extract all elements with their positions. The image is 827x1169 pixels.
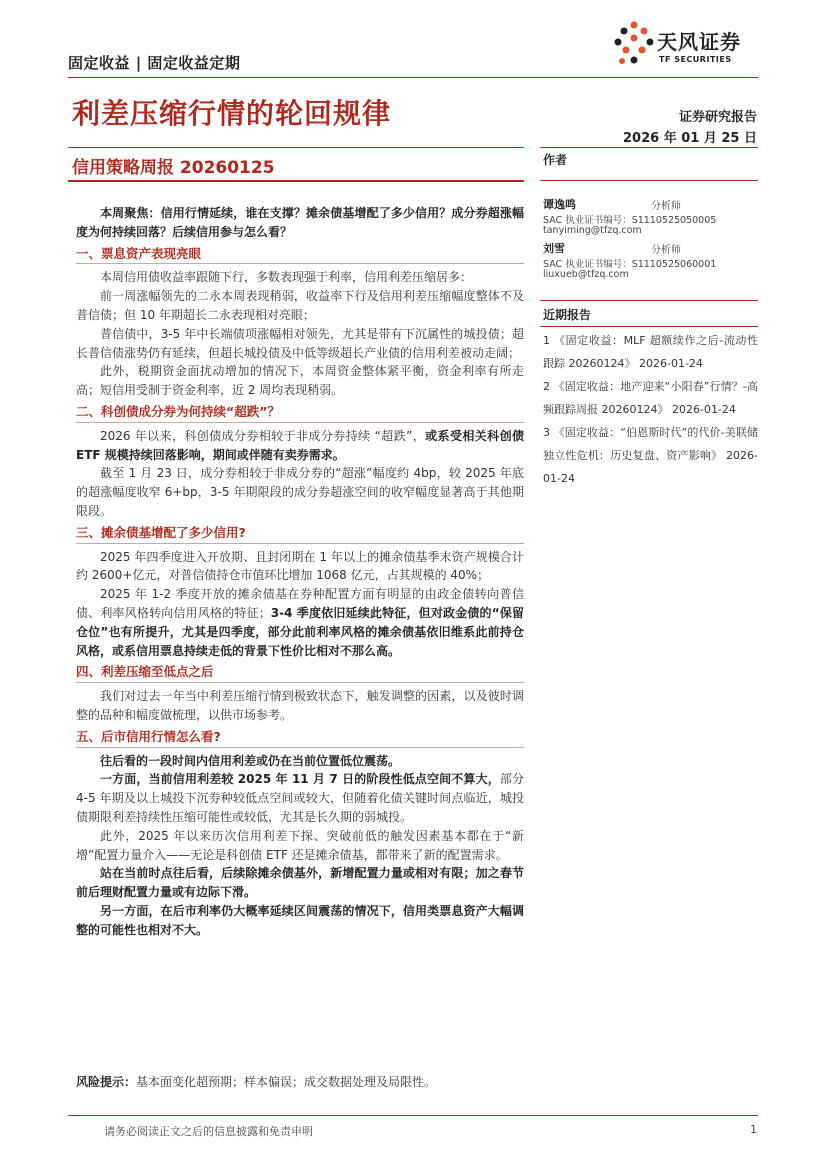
brand-name-cn: 天风证券 <box>657 30 741 54</box>
paragraph: 此外，税期资金面扰动增加的情况下，本周资金整体紧平衡，资金利率有所走高；短信用受制于资金利率，近 2 周均表现稍弱。 <box>76 364 524 398</box>
focus-summary: 本周聚焦：信用行情延续，谁在支撑？摊余债基增配了多少信用？成分券超涨幅度为何持续回落？后续信用参与怎么看？ <box>76 206 524 239</box>
recent-reports-list <box>543 329 758 490</box>
paragraph <box>76 770 524 826</box>
page-number: 1 <box>750 1123 757 1136</box>
analyst-name: 刘雪 <box>543 242 565 255</box>
paragraph: 截至 1 月 23 日，成分券相较于非成分券的“超涨”幅度约 4bp，较 2025 年底的超涨幅度收窄 6+bp，3-5 年期限段的成分券超涨空间的收窄幅度显著高于其他期限段。 <box>76 466 524 518</box>
recent-report-item[interactable]: 3 《固定收益：“伯恩斯时代”的代价-美联储独立性危机：历史复盘、资产影响》 2026-01-24 <box>543 426 758 485</box>
paragraph-emphasis: 往后看的一段时间内信用利差或仍在当前位置低位震荡。 <box>100 753 401 768</box>
paragraph-emphasis: 一方面，当前信用利差较 2025 年 11 月 7 日的阶段性低点空间不算大， <box>100 772 500 787</box>
report-title: 利差压缩行情的轮回规律 <box>72 97 392 130</box>
paragraph: 前一周涨幅领先的二永本周表现稍弱，收益率下行及信用利差压缩幅度整体不及普信债；但 10 年期超长二永表现相对亮眼； <box>76 289 524 322</box>
sidebar-rule-recent <box>540 326 758 327</box>
paragraph <box>76 427 524 465</box>
analyst-name: 谭逸鸣 <box>543 198 576 211</box>
footer-rule <box>68 1115 758 1116</box>
footer-disclaimer: 请务必阅读正文之后的信息披露和免责申明 <box>104 1125 313 1138</box>
recent-report-item[interactable]: 2 《固定收益：地产迎来“小阳春”行情？-高频跟踪周报 20260124》 2026-01-24 <box>543 380 758 416</box>
paragraph-text: 2025 年 1-2 季度开放的摊余债基在券种配置方面有明显的由政金债转向普信债、利率风格转向信用风格的特征； <box>76 587 524 620</box>
section-heading-3: 三、摊余债基增配了多少信用? <box>76 521 524 544</box>
risk-text: 基本面变化超预期；样本偏误；成交数据处理及局限性。 <box>136 1075 437 1089</box>
title-rule <box>68 147 524 148</box>
sidebar-rule-top <box>540 147 758 148</box>
paragraph-text: 部分 4-5 年期及以上城投下沉券种较低点空间或较大，但随着化债关键时间点临近，城投债期限利差持续性压缩可能性或较低，尤其是长久期的弱城投。 <box>76 772 524 824</box>
risk-label: 风险提示： <box>76 1075 137 1089</box>
section-heading-1: 一、票息资产表现亮眼 <box>76 242 524 265</box>
paragraph: 我们对过去一年当中利差压缩行情到极致状态下，触发调整的因素，以及彼时调整的品种和幅度做梳理，以供市场参考。 <box>76 689 524 722</box>
section-heading-5: 五、后市信用行情怎么看? <box>76 725 524 748</box>
sidebar-rule-author <box>540 180 758 181</box>
report-body <box>76 204 524 939</box>
paragraph-emphasis: 或系受相关科创债 ETF 规模持续回落影响，期间或伴随有卖券需求。 <box>76 428 524 462</box>
analyst-email[interactable]: liuxueb@tfzq.com <box>543 269 629 280</box>
author-heading: 作者 <box>543 153 568 167</box>
paragraph: 此外，2025 年以来历次信用利差下探、突破前低的触发因素基本都在于“新增”配置力量介入——无论是科创债 ETF 还是摊余债基，都带来了新的配置需求。 <box>76 828 524 862</box>
paragraph-text: 2026 年以来，科创债成分券相较于非成分券持续 “超跌”， <box>100 428 426 443</box>
analyst-cert: SAC 执业证书编号：S1110525050005 <box>543 215 717 226</box>
report-subtitle: 信用策略周报 20260125 <box>72 158 275 178</box>
paragraph <box>76 585 524 660</box>
report-date: 2026 年 01 月 25 日 <box>623 131 757 146</box>
analyst-cert: SAC 执业证书编号：S1110525060001 <box>543 259 717 270</box>
brand-logo <box>612 20 762 72</box>
paragraph-emphasis: 3-4 季度依旧延续此特征，但对政金债的“保留仓位”也有所提升，尤其是四季度，部分此前利率风格的摊余债基依旧维系此前持仓风格，或系信用票息持续走低的背景下性价比相对不那么高。 <box>76 605 524 658</box>
subtitle-rule <box>68 180 524 182</box>
report-category: 固定收益 | 固定收益定期 <box>68 54 241 72</box>
paragraph: 普信债中，3-5 年中长端债项涨幅相对领先，尤其是带有下沉属性的城投债；超长普信债涨势仍有延续，但超长城投债及中低等级超长产业债的信用利差被动走阔； <box>76 326 524 360</box>
report-type: 证券研究报告 <box>678 110 757 125</box>
paragraph-emphasis: 站在当前时点往后看，后续除摊余债基外，新增配置力量或相对有限；加之春节前后理财配置力量或有边际下滑。 <box>76 866 524 900</box>
tf-logo-icon <box>612 20 656 68</box>
paragraph: 本周信用债收益率跟随下行，多数表现强于利率，信用利差压缩居多： <box>100 270 473 285</box>
brand-name-en: TF SECURITIES <box>659 55 732 64</box>
analyst-role: 分析师 <box>651 245 681 256</box>
analyst-email[interactable]: tanyiming@tfzq.com <box>543 225 642 236</box>
recent-reports-heading: 近期报告 <box>543 308 592 322</box>
sidebar-rule-recent-top <box>540 300 758 301</box>
analyst-role: 分析师 <box>651 201 681 212</box>
paragraph-emphasis: 另一方面，在后市利率仍大概率延续区间震荡的情况下，信用类票息资产大幅调整的可能性也相对不大。 <box>76 903 524 937</box>
paragraph: 2025 年四季度进入开放期、且封闭期在 1 年以上的摊余债基季末资产规模合计约 2600+亿元，对普信债持仓市值环比增加 1068 亿元，占其规模的 40%； <box>76 549 524 583</box>
header-divider <box>68 77 758 78</box>
risk-warning <box>76 1073 436 1090</box>
section-heading-4: 四、利差压缩至低点之后 <box>76 660 524 683</box>
section-heading-2: 二、科创债成分券为何持续“超跌”？ <box>76 400 524 423</box>
recent-report-item[interactable]: 1 《固定收益：MLF 超额续作之后-流动性跟踪 20260124》 2026-01-24 <box>543 334 758 370</box>
